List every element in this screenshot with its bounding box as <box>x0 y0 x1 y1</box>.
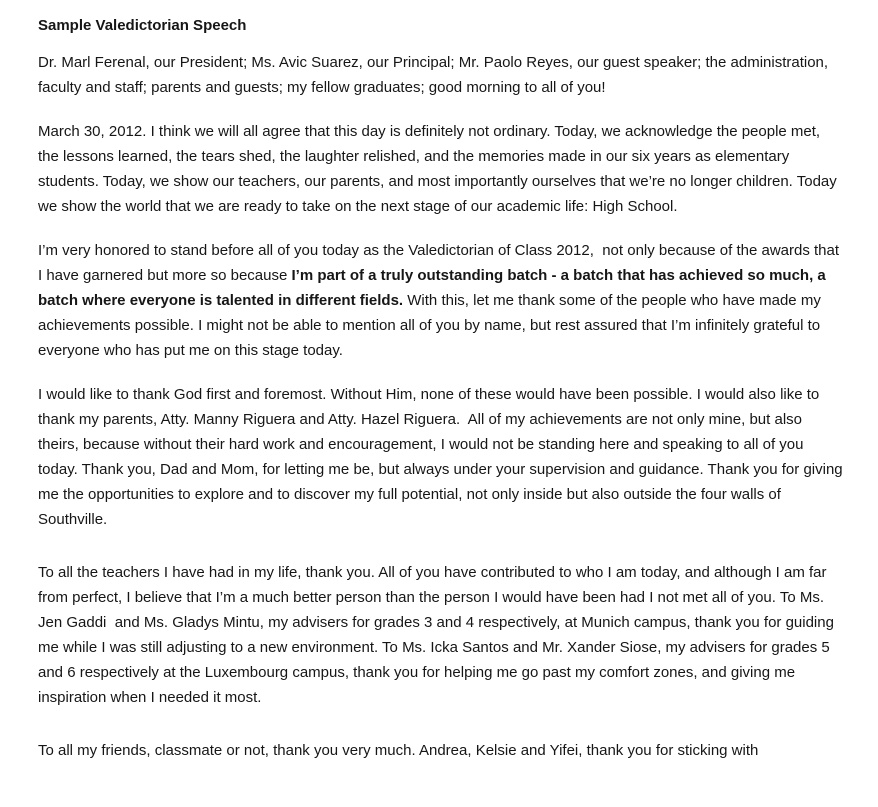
valedictorian-text-after-bold: With this, let me thank some of the people who have made my achievements possible. I might not be able to mention all of you by name, but rest assured that I’m infinitely grateful to everyone who has put me on this stage today. <box>38 292 825 359</box>
paragraph-thanks-teachers: To all the teachers I have had in my life, thank you. All of you have contributed to who I am today, and although I am far from perfect, I believe that I’m a much better person than the person I would have been had I not met all of you. To Ms. Jen Gaddi and Ms. Gladys Mintu, my advisers for grades 3 and 4 respectively, at Munich campus, thank you for guiding me while I was still adjusting to a new environment. To Ms. Icka Santos and Mr. Xander Siose, my advisers for grades 5 and 6 respectively at the Luxembourg campus, thank you for helping me go past my comfort zones, and giving me inspiration when I needed it most. <box>38 564 839 706</box>
paragraph-thanks-god-parents: I would like to thank God first and foremost. Without Him, none of these would have been possible. I would also like to thank my parents, Atty. Manny Riguera and Atty. Hazel Riguera. All of my achievements are not only mine, but also theirs, because without their hard work and encouragement, I would not be standing here and speaking to all of you today. Thank you, Dad and Mom, for letting me be, but always under your supervision and guidance. Thank you for giving me the opportunities to explore and to discover my full potential, not only inside but also outside the four walls of Southville. <box>38 386 847 528</box>
paragraph-thanks-friends: To all my friends, classmate or not, thank you very much. Andrea, Kelsie and Yifei, thank you for sticking with <box>38 742 759 759</box>
paragraph-date-reflection: March 30, 2012. I think we will all agree that this day is definitely not ordinary. Today, we acknowledge the people met, the lessons learned, the tears shed, the laughter relished, and the memories made in our six years as elementary students. Today, we show our teachers, our parents, and most importantly ourselves that we’re no longer children. Today we show the world that we are ready to take on the next stage of our academic life: High School. <box>38 123 841 215</box>
paragraph-valedictorian-honor <box>38 238 844 363</box>
speech-title: Sample Valedictorian Speech <box>38 17 247 34</box>
valedictorian-text-before-bold: I’m very honored to stand before all of you today as the Valedictorian of Class 2012, not only because of the awards that I have garnered but more so because <box>38 242 844 284</box>
paragraph-salutation: Dr. Marl Ferenal, our President; Ms. Avic Suarez, our Principal; Mr. Paolo Reyes, our guest speaker; the administration, faculty and staff; parents and guests; my fellow graduates; good morning to all of you! <box>38 54 833 96</box>
valedictorian-bold-emphasis: I’m part of a truly outstanding batch - a batch that has achieved so much, a batch where everyone is talented in different fields. <box>38 267 830 309</box>
